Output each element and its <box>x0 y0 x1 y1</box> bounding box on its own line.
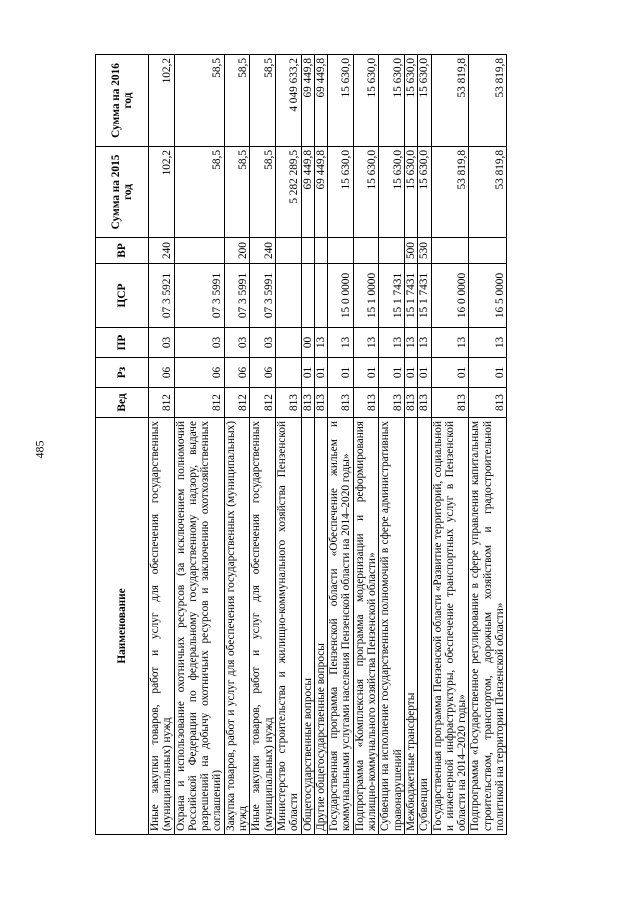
cell-rz: 01 <box>431 358 469 388</box>
cell-sum2016: 4 049 633,2 <box>275 55 301 147</box>
cell-sum2015: 69 449,8 <box>314 147 327 238</box>
cell-vr: 200 <box>224 238 250 264</box>
cell-sum2015: 58,5 <box>250 147 276 238</box>
cell-csr <box>301 264 314 328</box>
cell-vr <box>328 238 354 264</box>
cell-vr <box>353 238 379 264</box>
cell-ved: 813 <box>404 388 417 418</box>
cell-sum2015: 58,5 <box>224 147 250 238</box>
cell-pr <box>275 328 301 358</box>
cell-sum2015: 102,2 <box>149 147 175 238</box>
table-row <box>469 55 507 835</box>
cell-vr <box>174 238 224 264</box>
cell-vr <box>301 238 314 264</box>
cell-name: Другие общегосударственные вопросы <box>314 418 327 835</box>
cell-ved: 812 <box>149 388 175 418</box>
header-sum-2016: Сумма на 2016 год <box>96 55 149 147</box>
cell-name: Субвенции <box>418 418 431 835</box>
cell-vr: 530 <box>418 238 431 264</box>
cell-sum2016: 15 630,0 <box>353 55 379 147</box>
cell-rz: 01 <box>379 358 405 388</box>
header-pr: ПР <box>96 328 149 358</box>
cell-ved: 813 <box>418 388 431 418</box>
budget-table <box>95 54 507 835</box>
cell-name: Общегосударственные вопросы <box>301 418 314 835</box>
cell-sum2016: 58,5 <box>174 55 224 147</box>
header-name: Наименование <box>96 418 149 835</box>
cell-vr <box>431 238 469 264</box>
cell-sum2016: 69 449,8 <box>314 55 327 147</box>
table-row <box>250 55 276 835</box>
cell-sum2016: 15 630,0 <box>418 55 431 147</box>
cell-csr: 07 3 5991 <box>250 264 276 328</box>
cell-csr: 15 1 0000 <box>353 264 379 328</box>
header-ved: Вед <box>96 388 149 418</box>
table-row <box>418 55 431 835</box>
cell-sum2016: 15 630,0 <box>404 55 417 147</box>
cell-name: Межбюджетные трансферты <box>404 418 417 835</box>
cell-pr: 03 <box>250 328 276 358</box>
table-row <box>431 55 469 835</box>
cell-csr: 15 1 7431 <box>379 264 405 328</box>
cell-sum2016: 69 449,8 <box>301 55 314 147</box>
cell-name: Подпрограмма «Государственное регулирование в сфере управления капитальным строительством, транспортом, дорожным хозяйством и градостроительной политикой на территории Пензенской области» <box>469 418 507 835</box>
table-row <box>275 55 301 835</box>
cell-sum2015: 53 819,8 <box>469 147 507 238</box>
cell-sum2016: 58,5 <box>224 55 250 147</box>
cell-ved: 813 <box>275 388 301 418</box>
cell-pr: 03 <box>149 328 175 358</box>
cell-sum2015: 5 282 289,5 <box>275 147 301 238</box>
cell-ved: 813 <box>328 388 354 418</box>
cell-csr: 15 1 7431 <box>404 264 417 328</box>
cell-pr: 13 <box>328 328 354 358</box>
table-body <box>149 55 507 835</box>
cell-pr: 13 <box>431 328 469 358</box>
table-row <box>379 55 405 835</box>
cell-name: Государственная программа Пензенской области «Развитие территорий, социальной и инженерной инфраструктуры, обеспечение транспортных услуг в Пензенской области на 2014–2020 годы» <box>431 418 469 835</box>
cell-vr <box>314 238 327 264</box>
header-rz: Рз <box>96 358 149 388</box>
cell-csr: 07 3 5991 <box>224 264 250 328</box>
cell-sum2015: 15 630,0 <box>328 147 354 238</box>
cell-rz: 01 <box>469 358 507 388</box>
cell-name: Министерство строительства и жилищно-коммунального хозяйства Пензенской области <box>275 418 301 835</box>
cell-pr: 13 <box>379 328 405 358</box>
cell-pr: 03 <box>174 328 224 358</box>
cell-rz: 06 <box>224 358 250 388</box>
cell-rz: 01 <box>301 358 314 388</box>
cell-sum2016: 15 630,0 <box>328 55 354 147</box>
cell-sum2016: 15 630,0 <box>379 55 405 147</box>
cell-rz: 01 <box>353 358 379 388</box>
cell-pr: 13 <box>353 328 379 358</box>
table-row <box>353 55 379 835</box>
table-row <box>149 55 175 835</box>
table-row <box>328 55 354 835</box>
cell-rz: 06 <box>174 358 224 388</box>
cell-ved: 813 <box>379 388 405 418</box>
cell-csr: 16 5 0000 <box>469 264 507 328</box>
cell-name: Субвенции на исполнение государственных полномочий в сфере административных правонарушений <box>379 418 405 835</box>
cell-rz: 01 <box>404 358 417 388</box>
cell-sum2015: 53 819,8 <box>431 147 469 238</box>
cell-name: Государственная программа Пензенской области «Обеспечение жильем и коммунальными услугами населения Пензенской области на 2014–2020 годы» <box>328 418 354 835</box>
cell-sum2015: 15 630,0 <box>404 147 417 238</box>
cell-name: Закупка товаров, работ и услуг для обеспечения государственных (муниципальных) нужд <box>224 418 250 835</box>
cell-ved: 813 <box>314 388 327 418</box>
cell-sum2016: 58,5 <box>250 55 276 147</box>
cell-pr: 03 <box>224 328 250 358</box>
cell-vr: 240 <box>250 238 276 264</box>
header-vr: ВР <box>96 238 149 264</box>
table-row <box>314 55 327 835</box>
cell-csr <box>314 264 327 328</box>
cell-sum2015: 15 630,0 <box>353 147 379 238</box>
cell-sum2015: 69 449,8 <box>301 147 314 238</box>
cell-pr: 00 <box>301 328 314 358</box>
cell-csr: 07 3 5921 <box>149 264 175 328</box>
cell-ved: 812 <box>250 388 276 418</box>
cell-ved: 812 <box>224 388 250 418</box>
cell-csr: 15 1 7431 <box>418 264 431 328</box>
table-row <box>174 55 224 835</box>
cell-sum2016: 53 819,8 <box>431 55 469 147</box>
cell-rz <box>275 358 301 388</box>
cell-csr: 07 3 5991 <box>174 264 224 328</box>
header-csr: ЦСР <box>96 264 149 328</box>
rotated-page <box>95 55 553 835</box>
cell-ved: 813 <box>353 388 379 418</box>
cell-name: Охрана и использование охотничьих ресурсов (за исключением полномочий Российской Федерации по федеральному государственному надзору, выдаче разрешений на добычу охотничьих ресурсов и заключению охотхозяйственных соглашений) <box>174 418 224 835</box>
cell-pr: 13 <box>469 328 507 358</box>
cell-vr <box>275 238 301 264</box>
cell-vr <box>469 238 507 264</box>
cell-pr: 13 <box>404 328 417 358</box>
cell-sum2016: 53 819,8 <box>469 55 507 147</box>
cell-rz: 01 <box>418 358 431 388</box>
header-sum-2015: Сумма на 2015 год <box>96 147 149 238</box>
table-row <box>224 55 250 835</box>
cell-csr: 16 0 0000 <box>431 264 469 328</box>
cell-csr: 15 0 0000 <box>328 264 354 328</box>
cell-vr: 240 <box>149 238 175 264</box>
cell-rz: 01 <box>314 358 327 388</box>
cell-pr: 13 <box>314 328 327 358</box>
cell-sum2015: 58,5 <box>174 147 224 238</box>
cell-ved: 813 <box>469 388 507 418</box>
cell-ved: 813 <box>431 388 469 418</box>
page-number: 485 <box>32 440 47 459</box>
cell-sum2015: 15 630,0 <box>418 147 431 238</box>
cell-rz: 01 <box>328 358 354 388</box>
cell-vr: 500 <box>404 238 417 264</box>
cell-name: Иные закупки товаров, работ и услуг для обеспечения государственных (муниципальных) нужд <box>250 418 276 835</box>
table-row <box>301 55 314 835</box>
cell-ved: 813 <box>301 388 314 418</box>
cell-rz: 06 <box>149 358 175 388</box>
cell-rz: 06 <box>250 358 276 388</box>
cell-csr <box>275 264 301 328</box>
table-row <box>404 55 417 835</box>
cell-sum2016: 102,2 <box>149 55 175 147</box>
cell-sum2015: 15 630,0 <box>379 147 405 238</box>
cell-pr: 13 <box>418 328 431 358</box>
cell-vr <box>379 238 405 264</box>
cell-name: Иные закупки товаров, работ и услуг для обеспечения государственных (муниципальных) нужд <box>149 418 175 835</box>
cell-ved: 812 <box>174 388 224 418</box>
table-header-row <box>96 55 149 835</box>
cell-name: Подпрограмма «Комплексная программа модернизации и реформирования жилищно-коммунального хозяйства Пензенской области» <box>353 418 379 835</box>
